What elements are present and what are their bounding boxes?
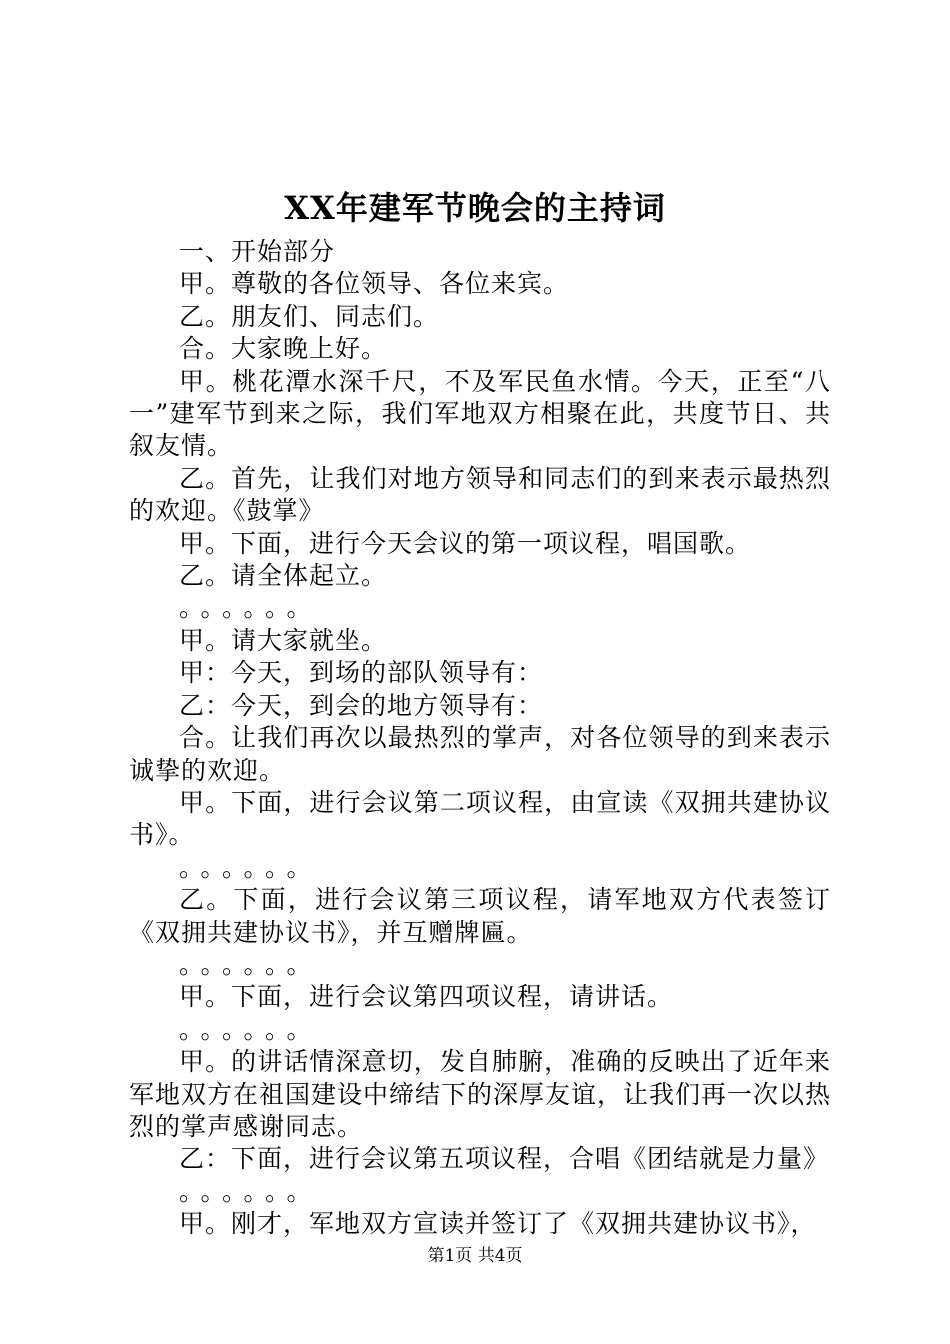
paragraph: 乙。朋友们、同志们。: [179, 301, 440, 331]
paragraph: 乙。下面，进行会议第三项议程，请军地双方代表签订《双拥共建协议书》，并互赠牌匾。: [129, 885, 831, 947]
paragraph: 合。让我们再次以最热烈的掌声，对各位领导的到来表示诚挚的欢迎。: [129, 723, 831, 785]
ellipsis-line: 。。。。。。: [179, 1176, 321, 1206]
paragraph: 甲。下面，进行会议第四项议程，请讲话。: [179, 982, 674, 1012]
document-body: [129, 236, 831, 1241]
paragraph: 合。大家晚上好。: [179, 334, 388, 364]
paragraph: 甲。尊敬的各位领导、各位来宾。: [179, 269, 570, 299]
paragraph: 乙。请全体起立。: [179, 561, 388, 591]
paragraph: 乙：下面，进行会议第五项议程，合唱《团结就是力量》: [179, 1144, 830, 1174]
paragraph: 乙。首先，让我们对地方领导和同志们的到来表示最热烈的欢迎。《鼓掌》: [129, 463, 831, 526]
paragraph: 甲。刚才，军地双方宣读并签订了《双拥共建协议书》，: [179, 1209, 817, 1239]
paragraph: 甲。桃花潭水深千尺，不及军民鱼水情。今天，正至“八一”建军节到来之际，我们军地双方相聚在此，共度节日、共叙友情。: [129, 366, 831, 461]
ellipsis-line: 。。。。。。: [179, 1014, 321, 1044]
ellipsis-line: 。。。。。。: [179, 949, 321, 979]
page-number-footer: 第1页 共4页: [427, 1246, 523, 1266]
paragraph: 甲。请大家就坐。: [179, 625, 388, 655]
paragraph: 一、开始部分: [179, 237, 336, 266]
ellipsis-line: 。。。。。。: [179, 852, 321, 882]
paragraph: 乙：今天，到会的地方领导有：: [179, 690, 544, 720]
ellipsis-line: 。。。。。。: [179, 593, 321, 623]
document-title: XX年建军节晚会的主持词: [284, 189, 666, 227]
paragraph: 甲：今天，到场的部队领导有：: [179, 658, 544, 688]
paragraph: 甲。下面，进行会议第二项议程，由宣读《双拥共建协议书》。: [129, 787, 831, 850]
paragraph: 甲。下面，进行今天会议的第一项议程，唱国歌。: [179, 528, 752, 558]
paragraph: 甲。的讲话情深意切，发自肺腑，准确的反映出了近年来军地双方在祖国建设中缔结下的深厚友谊，让我们再一次以热烈的掌声感谢同志。: [129, 1047, 832, 1141]
